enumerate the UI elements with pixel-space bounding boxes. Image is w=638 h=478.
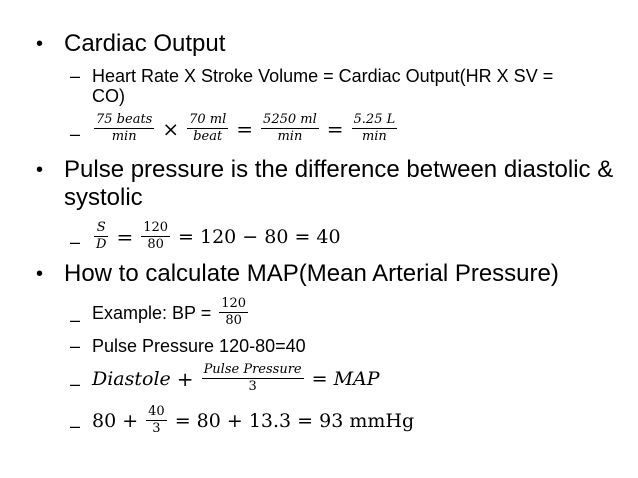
fraction <box>187 112 228 145</box>
bullet-icon: • <box>36 159 44 181</box>
dash-icon: – <box>70 416 81 436</box>
fraction-denominator: min <box>277 129 303 144</box>
example-label: Example: BP = <box>92 302 212 323</box>
sub-bullet-text: CO) <box>92 86 125 106</box>
fraction-numerator: S <box>96 220 106 235</box>
fraction <box>94 220 108 253</box>
fraction-denominator: 80 <box>147 237 164 252</box>
map-equation <box>92 362 380 395</box>
sub-bullet-text: Heart Rate X Stroke Volume = Cardiac Output(HR X SV = <box>92 66 554 86</box>
times-operator: × <box>162 116 180 141</box>
fraction-numerator: 70 ml <box>189 112 227 127</box>
fraction-denominator: min <box>111 129 137 144</box>
sub-bullet-text: Pulse Pressure 120-80=40 <box>92 336 306 356</box>
dash-icon: – <box>70 124 81 144</box>
fraction-denominator: 3 <box>248 379 257 394</box>
plus-operator: + <box>176 366 194 391</box>
bullet-icon: • <box>36 263 44 285</box>
dash-icon: – <box>70 374 81 394</box>
map-result: = MAP <box>311 367 380 390</box>
bullet-text: systolic <box>64 184 143 211</box>
diastole-term: Diastole <box>92 367 171 390</box>
example-bp <box>92 296 250 329</box>
equals-operator: = <box>236 116 254 141</box>
equation-rest: = 120 − 80 = 40 <box>178 225 341 248</box>
fraction-numerator: 120 <box>143 220 169 235</box>
bullet-text: Pulse pressure is the difference between diastolic & <box>64 156 614 183</box>
fraction-numerator: Pulse Pressure <box>203 362 302 377</box>
fraction <box>146 404 167 437</box>
fraction-denominator: D <box>96 237 107 252</box>
fraction-numerator: 75 beats <box>96 112 153 127</box>
calc-right: = 80 + 13.3 = 93 mmHg <box>174 409 415 432</box>
fraction-denominator: 80 <box>225 313 242 328</box>
fraction-denominator: 3 <box>152 421 161 436</box>
fraction-numerator: 40 <box>148 404 165 419</box>
equals-operator: = <box>326 116 344 141</box>
fraction <box>202 362 304 395</box>
fraction <box>352 112 398 145</box>
bullet-text: How to calculate MAP(Mean Arterial Pressure) <box>64 260 559 287</box>
bullet-icon: • <box>36 33 44 55</box>
dash-icon: – <box>70 310 81 330</box>
dash-icon: – <box>70 336 81 356</box>
fraction-numerator: 5250 ml <box>263 112 317 127</box>
dash-icon: – <box>70 66 81 86</box>
dash-icon: – <box>70 232 81 252</box>
cardiac-equation <box>92 112 399 145</box>
pulse-equation <box>92 220 341 253</box>
fraction <box>261 112 319 145</box>
fraction-denominator: min <box>361 129 387 144</box>
fraction <box>94 112 154 145</box>
map-calculation <box>92 404 414 437</box>
fraction-denominator: beat <box>193 129 223 144</box>
fraction-numerator: 120 <box>221 296 247 311</box>
calc-left: 80 + <box>92 409 139 432</box>
equals-operator: = <box>116 224 134 249</box>
fraction <box>219 296 248 329</box>
bullet-text: Cardiac Output <box>64 30 226 57</box>
fraction-numerator: 5.25 L <box>353 112 396 127</box>
fraction <box>141 220 170 253</box>
